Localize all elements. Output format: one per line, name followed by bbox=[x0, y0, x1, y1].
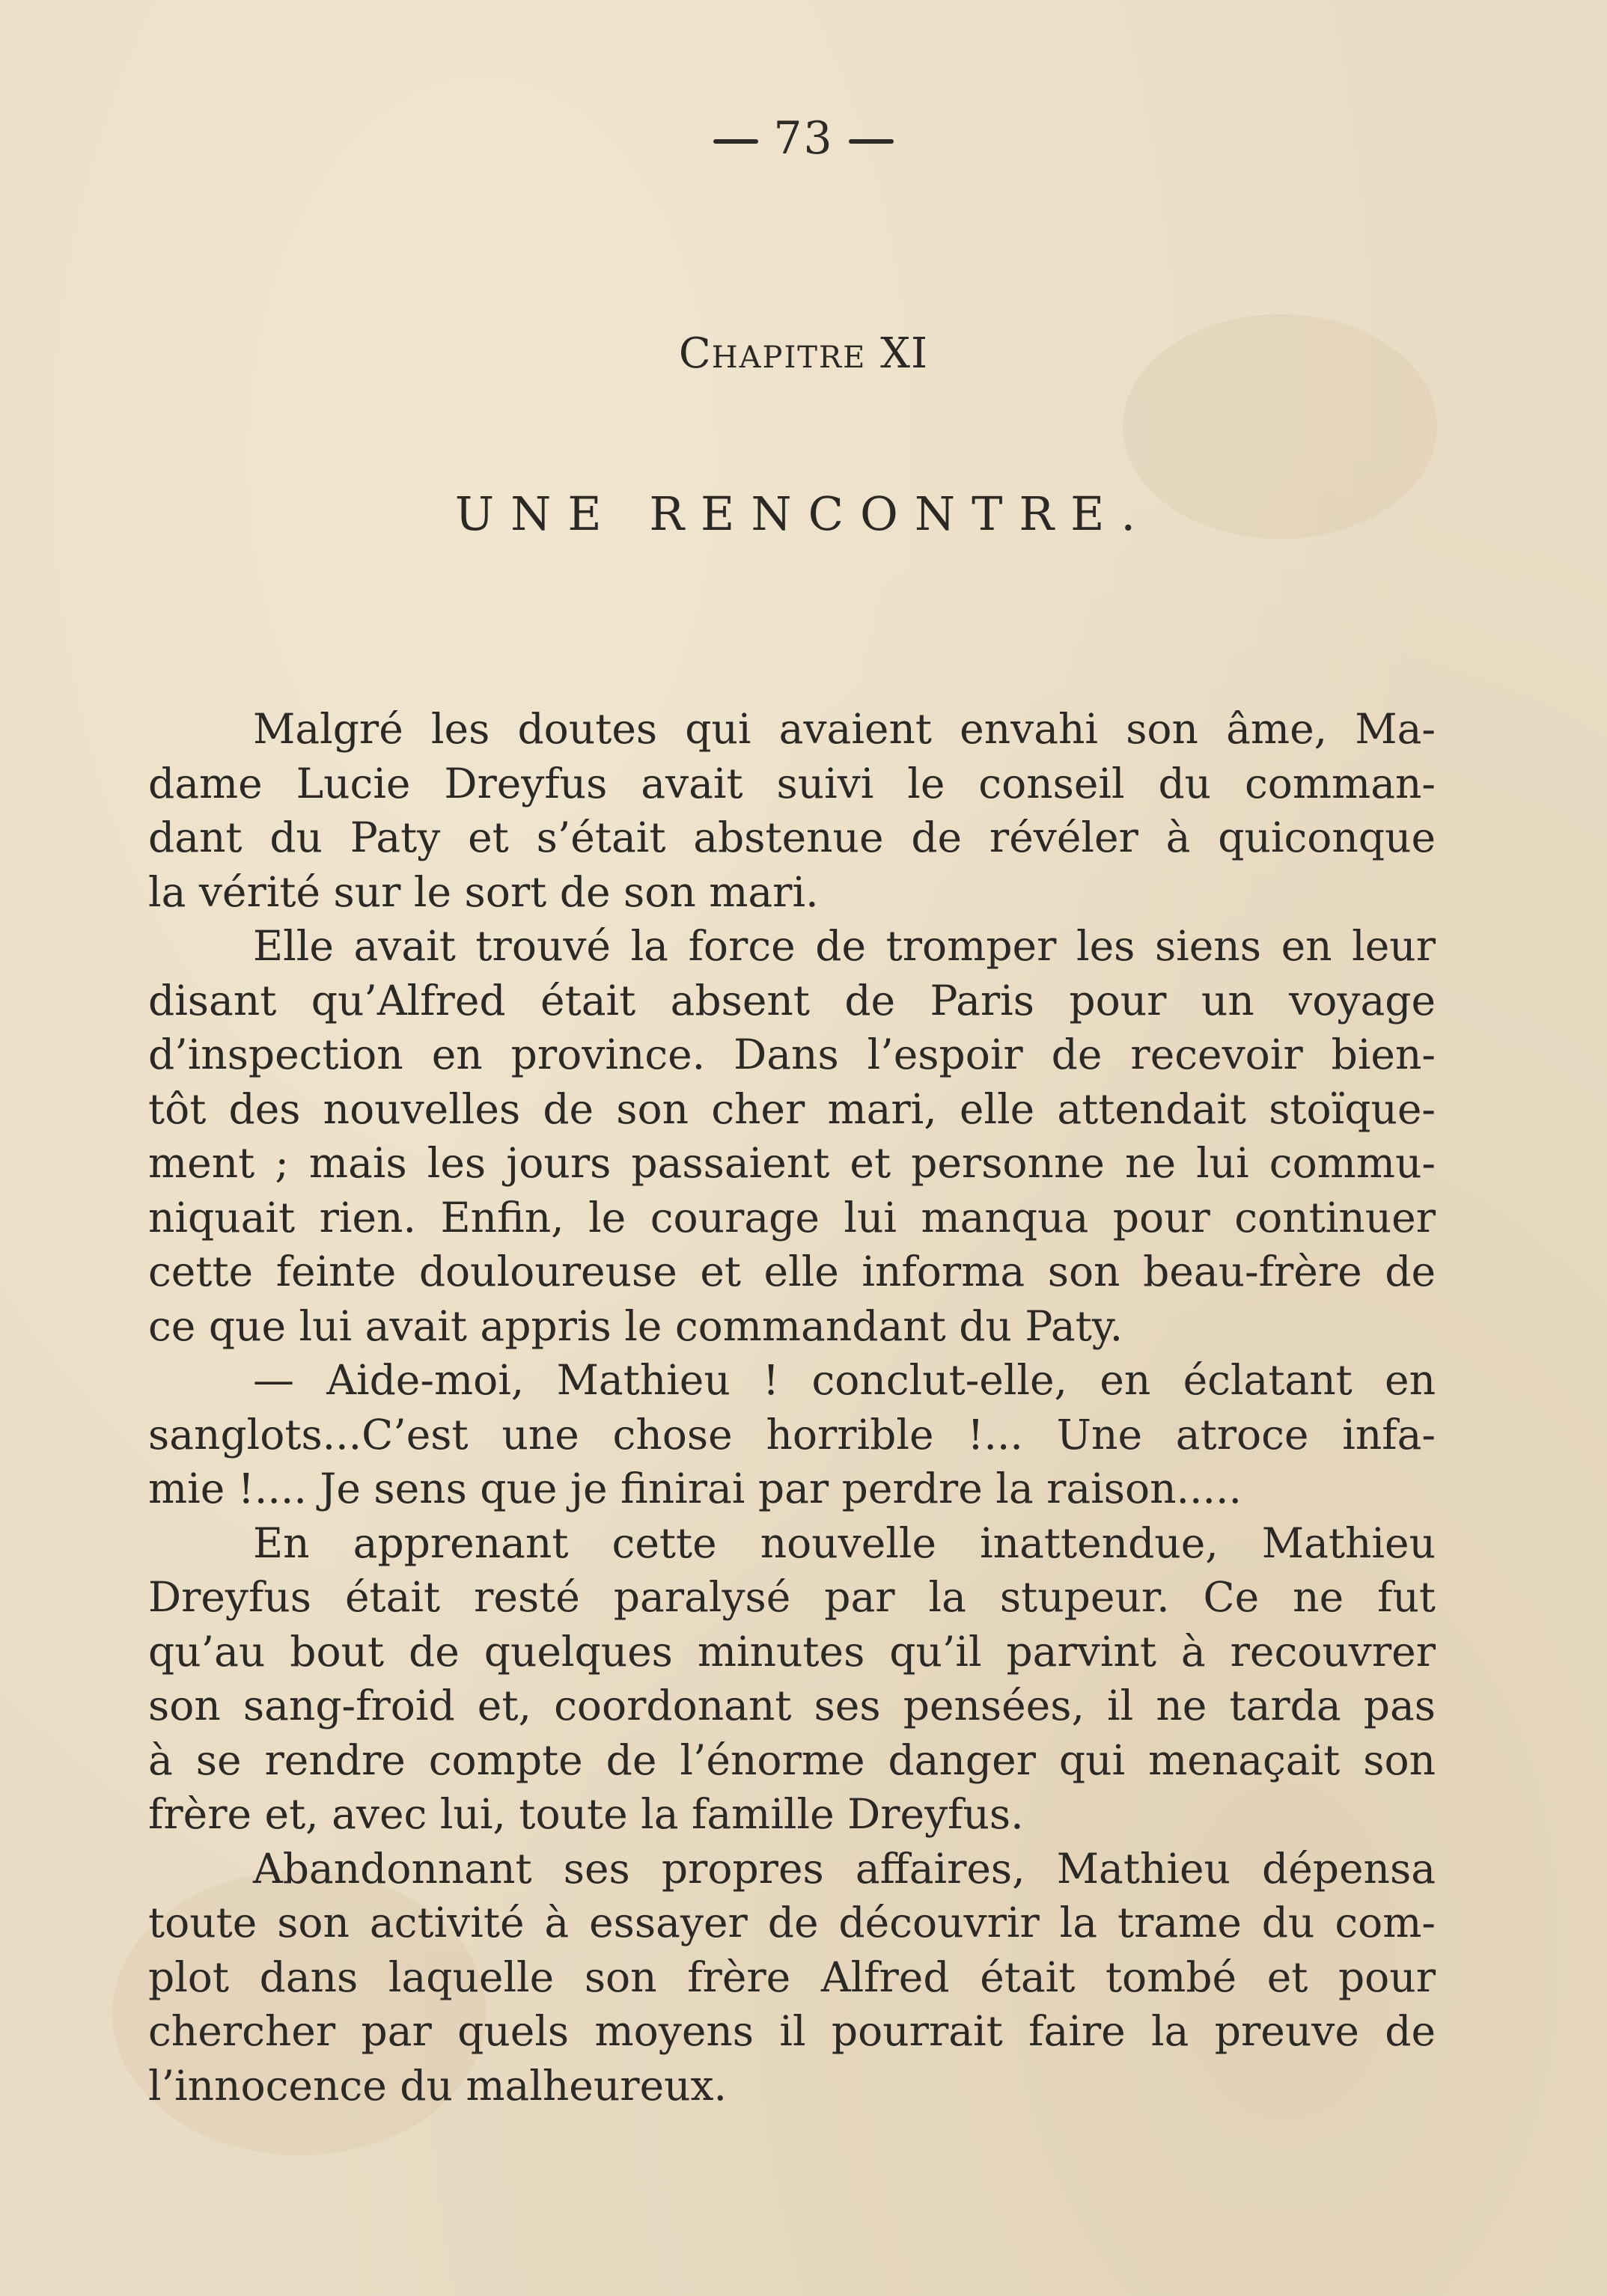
dash-left bbox=[713, 139, 758, 144]
text-line: à se rendre compte de l’énorme danger qui menaçait son bbox=[148, 1735, 1436, 1784]
chapter-number: XI bbox=[880, 329, 929, 378]
text-line: Abandonnant ses propres affaires, Mathieu dépensa bbox=[253, 1844, 1436, 1893]
chapter-heading bbox=[0, 329, 1607, 378]
text-line: niquait rien. Enfin, le courage lui manqua pour continuer bbox=[148, 1193, 1436, 1242]
chapter-initial: C bbox=[678, 329, 712, 378]
text-line: disant qu’Alfred était absent de Paris pour un voyage bbox=[148, 976, 1436, 1025]
dash-right bbox=[849, 139, 894, 144]
chapter-title: UNE RENCONTRE. bbox=[454, 486, 1153, 541]
text-line: l’innocence du malheureux. bbox=[148, 2061, 728, 2110]
page-number-value: 73 bbox=[773, 112, 834, 165]
text-line: son sang-froid et, coordonant ses pensées, il ne tarda pas bbox=[148, 1682, 1436, 1729]
text-line: qu’au bout de quelques minutes qu’il parvint à recouvrer bbox=[148, 1627, 1436, 1676]
text-line: Dreyfus était resté paralysé par la stupeur. Ce ne fut bbox=[148, 1573, 1436, 1621]
text-line: la vérité sur le sort de son mari. bbox=[148, 867, 819, 916]
text-line: ment ; mais les jours passaient et personne ne lui commu- bbox=[148, 1139, 1436, 1187]
body-text bbox=[148, 702, 1436, 2113]
text-line: — Aide-moi, Mathieu ! conclut-elle, en éclatant en bbox=[253, 1356, 1436, 1404]
text-line: dame Lucie Dreyfus avait suivi le conseil du comman- bbox=[148, 759, 1436, 807]
text-line: sanglots...C’est une chose horrible !... Une atroce infa- bbox=[148, 1410, 1436, 1459]
text-line: dant du Paty et s’était abstenue de révéler à quiconque bbox=[148, 813, 1436, 861]
text-line: d’inspection en province. Dans l’espoir de recevoir bien- bbox=[148, 1031, 1436, 1078]
text-line: plot dans laquelle son frère Alfred était tombé et pour bbox=[148, 1952, 1436, 2001]
text-line: Malgré les doutes qui avaient envahi son âme, Ma- bbox=[253, 705, 1436, 753]
text-line: cette feinte douloureuse et elle informa son beau-frère de bbox=[148, 1248, 1436, 1295]
text-line: ce que lui avait appris le commandant du Paty. bbox=[148, 1301, 1123, 1350]
page-number bbox=[0, 112, 1607, 165]
text-line: En apprenant cette nouvelle inattendue, Mathieu bbox=[253, 1518, 1436, 1567]
text-line: tôt des nouvelles de son cher mari, elle attendait stoïque- bbox=[148, 1084, 1436, 1133]
text-line: Elle avait trouvé la force de tromper les siens en leur bbox=[253, 922, 1436, 970]
text-line: frère et, avec lui, toute la famille Dreyfus. bbox=[148, 1790, 1024, 1838]
chapter-word: HAPITRE bbox=[711, 341, 867, 375]
text-line: chercher par quels moyens il pourrait faire la preuve de bbox=[148, 2007, 1436, 2055]
text-line: mie !.... Je sens que je finirai par perdre la raison..... bbox=[148, 1465, 1242, 1512]
text-line: toute son activité à essayer de découvrir la trame du com- bbox=[148, 1899, 1436, 1947]
